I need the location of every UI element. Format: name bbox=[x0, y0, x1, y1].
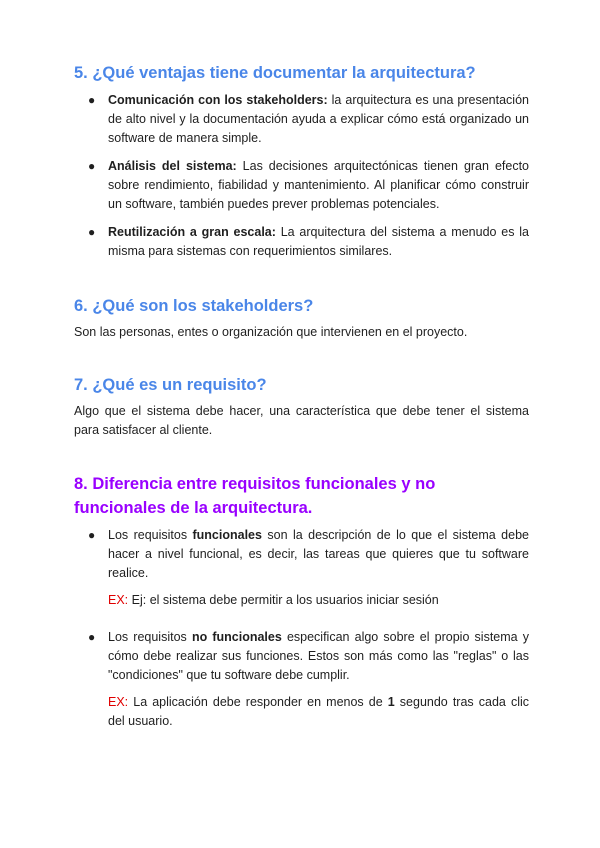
q8-bullet-list bbox=[74, 526, 529, 731]
bullet-icon: ● bbox=[88, 93, 96, 107]
example-label: EX: bbox=[108, 695, 129, 709]
item-text-pre: Los requisitos bbox=[108, 630, 192, 644]
example-number: 1 bbox=[387, 695, 395, 709]
section-q7 bbox=[74, 374, 529, 440]
q7-text: Algo que el sistema debe hacer, una característica que debe tener el sistema para satisfacer al cliente. bbox=[74, 404, 529, 437]
example-text: Ej: el sistema debe permitir a los usuarios iniciar sesión bbox=[128, 593, 439, 607]
q6-heading: 6. ¿Qué son los stakeholders? bbox=[74, 297, 314, 315]
section-q5 bbox=[74, 62, 529, 261]
document-content bbox=[74, 62, 529, 731]
list-item bbox=[74, 223, 529, 261]
section-q8 bbox=[74, 472, 529, 731]
bullet-text: la arquitectura es una presentación de alto nivel y la documentación ayuda a explicar cómo está organizado un software de manera simple. bbox=[108, 93, 529, 145]
bullet-term: Comunicación con los stakeholders: bbox=[108, 93, 328, 107]
item-term: funcionales bbox=[192, 528, 262, 542]
list-item bbox=[74, 157, 529, 214]
bullet-text: La arquitectura del sistema a menudo es la misma para sistemas con requerimientos similares. bbox=[108, 225, 530, 258]
section-q6 bbox=[74, 295, 529, 342]
q7-heading: 7. ¿Qué es un requisito? bbox=[74, 376, 267, 394]
example-text-pre: La aplicación debe responder en menos de bbox=[128, 695, 388, 709]
example-line bbox=[108, 693, 529, 731]
example-label: EX: bbox=[108, 593, 129, 607]
bullet-icon: ● bbox=[88, 159, 96, 173]
q5-bullet-list bbox=[74, 91, 529, 261]
example-text-post: segundo tras cada clic del usuario. bbox=[108, 695, 529, 728]
item-text-post: especifican algo sobre el propio sistema y cómo debe realizar sus funciones. Estos son más como las "reglas" o las "condiciones" que tu software debe cumplir. bbox=[108, 630, 530, 682]
bullet-icon: ● bbox=[88, 630, 96, 644]
bullet-term: Reutilización a gran escala: bbox=[108, 225, 276, 239]
q8-heading: 8. Diferencia entre requisitos funcionales y no funcionales de la arquitectura. bbox=[74, 475, 436, 517]
item-text-post: son la descripción de lo que el sistema debe hacer a nivel funcional, es decir, las tareas que quieres que tu software realice. bbox=[108, 528, 529, 580]
bullet-icon: ● bbox=[88, 225, 96, 239]
q5-heading: 5. ¿Qué ventajas tiene documentar la arquitectura? bbox=[74, 64, 476, 82]
list-item bbox=[74, 526, 529, 610]
item-term: no funcionales bbox=[191, 630, 282, 644]
bullet-icon: ● bbox=[88, 528, 96, 542]
list-item bbox=[74, 628, 529, 731]
bullet-term: Análisis del sistema: bbox=[108, 159, 237, 173]
item-text-pre: Los requisitos bbox=[108, 528, 193, 542]
q6-text: Son las personas, entes o organización que intervienen en el proyecto. bbox=[74, 325, 468, 339]
example-line bbox=[108, 591, 529, 610]
list-item bbox=[74, 91, 529, 148]
bullet-text: Las decisiones arquitectónicas tienen gran efecto sobre rendimiento, fiabilidad y mantenimiento. Al planificar cómo construir un software, también puedes prever problemas potenciales. bbox=[108, 159, 529, 211]
